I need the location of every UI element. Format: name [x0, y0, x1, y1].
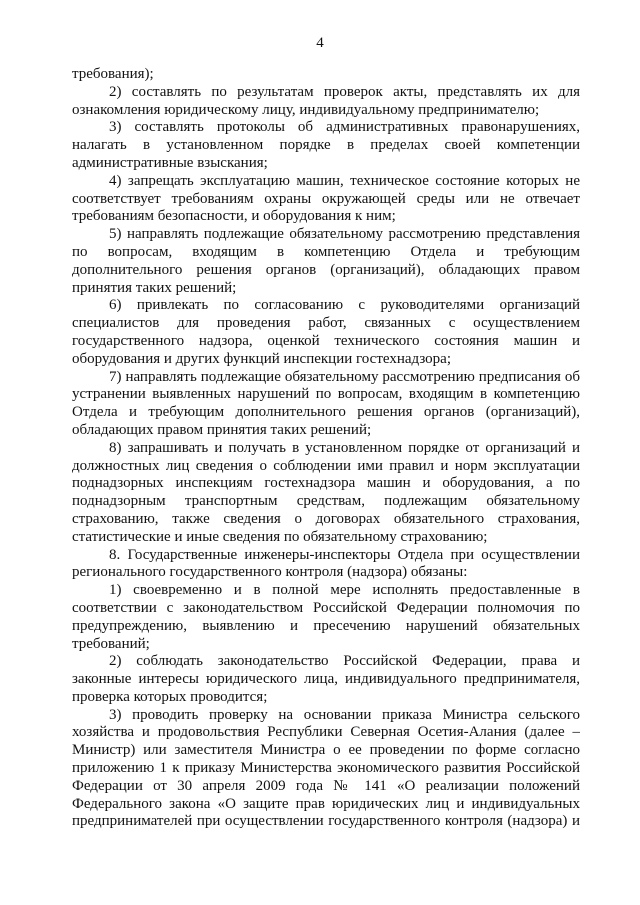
- text-line: поднадзорных инспекциям гостехнадзора машин и оборудования, а по: [72, 475, 580, 492]
- text-line: 2) соблюдать законодательство Российской Федерации, права и: [109, 653, 580, 670]
- text-line: статистические и иные сведения по обязательному страхованию;: [72, 528, 488, 545]
- text-line: Федерации от 30 апреля 2009 года № 141 «О реализации положений: [72, 777, 580, 794]
- text-line: приложению 1 к приказу Министерства экономического развития Российской: [72, 760, 580, 777]
- text-line: по вопросам, входящим в компетенцию Отдела и требующим: [72, 243, 580, 260]
- text-line: специалистов для проведения работ, связанных с осуществлением: [72, 315, 580, 332]
- text-line: проверка которых проводится;: [72, 688, 268, 705]
- text-line: хозяйства и продовольствия Республики Северная Осетия-Алания (далее –: [72, 724, 580, 741]
- text-line: должностных лиц сведения о соблюдении ими правил и норм эксплуатации: [72, 457, 580, 474]
- text-line: 3) проводить проверку на основании приказа Министра сельского: [109, 706, 580, 723]
- text-line: 3) составлять протоколы об административных правонарушениях,: [109, 119, 580, 136]
- text-line: соответствии с законодательством Российской Федерации полномочия по: [72, 599, 580, 616]
- text-line: дополнительного решения органов (организаций), обладающих правом: [72, 261, 580, 278]
- text-line: требованиям безопасности, и оборудования к ним;: [72, 208, 396, 225]
- text-line: 1) своевременно и в полной мере исполнять предоставленные в: [109, 582, 580, 599]
- text-line: Федерального закона «О защите прав юридических лиц и индивидуальных: [72, 795, 580, 812]
- text-line: требования);: [72, 66, 154, 82]
- text-line: 7) направлять подлежащие обязательному рассмотрению предписания об: [109, 368, 580, 385]
- text-line: 8. Государственные инженеры-инспекторы Отдела при осуществлении: [109, 546, 580, 563]
- document-body: [72, 66, 580, 831]
- text-line: поднадзорным транспортным средствам, подлежащим обязательному: [72, 493, 580, 510]
- text-line: Министр) или заместителя Министра о ее проведении по форме согласно: [72, 742, 580, 759]
- text-line: требований;: [72, 635, 150, 652]
- text-line: предупреждению, выявлению и пресечению нарушений обязательных: [72, 617, 580, 634]
- text-line: 4) запрещать эксплуатацию машин, техническое состояние которых не: [109, 172, 580, 189]
- text-line: оборудования и других функций инспекции гостехнадзора;: [72, 350, 452, 367]
- text-line: устранении выявленных нарушений по вопросам, входящим в компетенцию: [72, 386, 580, 403]
- text-line: 5) направлять подлежащие обязательному рассмотрению представления: [109, 226, 580, 243]
- text-line: 6) привлекать по согласованию с руководителями организаций: [109, 297, 580, 314]
- text-line: государственного надзора, оценкой технического состояния машин и: [72, 332, 580, 349]
- text-line: 2) составлять по результатам проверок акты, представлять их для: [109, 83, 580, 100]
- text-line: обладающих правом принятия таких решений;: [72, 421, 372, 438]
- text-line: законные интересы юридического лица, индивидуального предпринимателя,: [72, 671, 580, 688]
- text-line: принятия таких решений;: [72, 279, 237, 296]
- text-line: административные взыскания;: [72, 154, 268, 171]
- text-line: Отдела и требующим дополнительного решения органов (организаций),: [72, 404, 580, 421]
- text-line: предпринимателей при осуществлении государственного контроля (надзора) и: [72, 813, 580, 830]
- text-line: 8) запрашивать и получать в установленном порядке от организаций и: [109, 439, 580, 456]
- text-line: налагать в установленном порядке в пределах своей компетенции: [72, 137, 580, 154]
- page-number: 4: [316, 35, 324, 51]
- text-line: ознакомления юридическому лицу, индивидуальному предпринимателю;: [72, 101, 540, 118]
- text-line: соответствует требованиям охраны окружающей среды или не отвечает: [72, 190, 580, 207]
- text-line: регионального государственного контроля (надзора) обязаны:: [72, 564, 468, 581]
- text-line: страхованию, также сведения о договорах обязательного страхования,: [72, 510, 580, 527]
